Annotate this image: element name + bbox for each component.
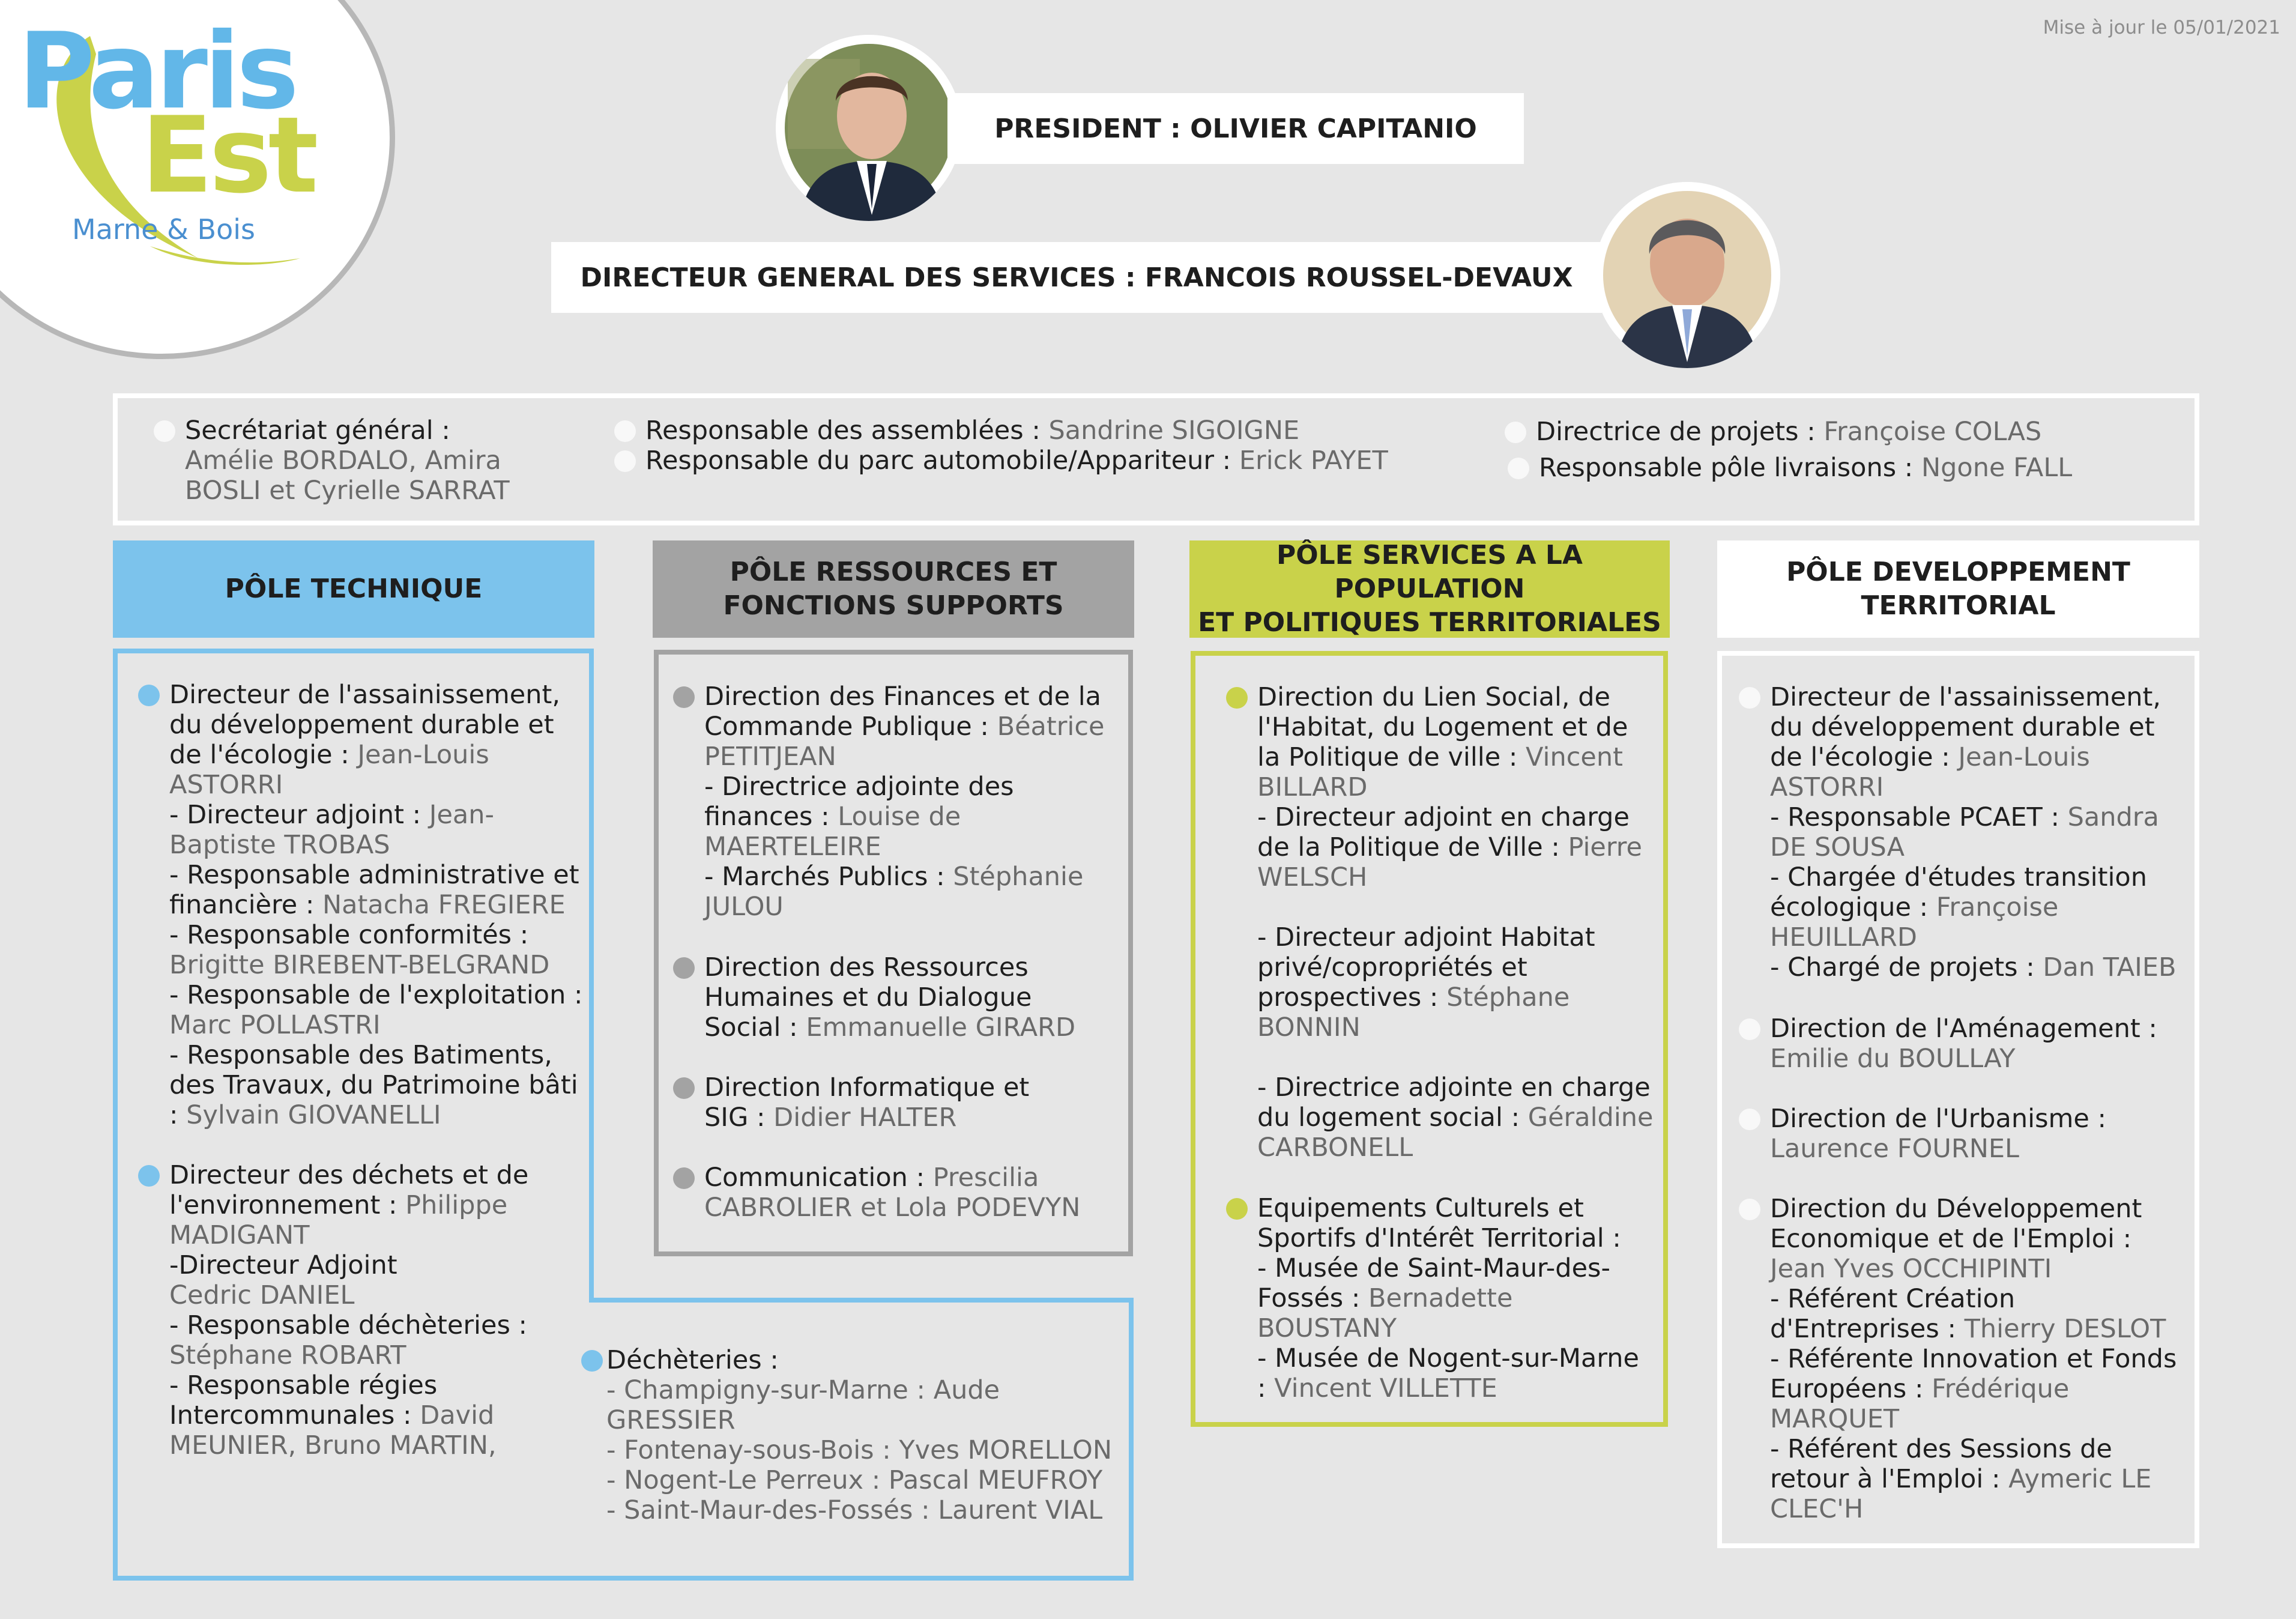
technique-decheteries: Déchèteries : - Champigny-sur-Marne : Aude GRESSIER - Fontenay-sous-Bois : Yves MORELLON - Nogent-Le Perreux : Pascal MEUFROY - Saint-Maur-des-Fossés : Laurent VIAL [606,1345,1129,1525]
staff-livraisons: Responsable pôle livraisons : Ngone FALL [1539,453,2139,483]
technique-dir-dechets: Directeur des déchets et de l'environnement : Philippe MADIGANT -Directeur Adjoint Cedric DANIEL - Responsable déchèteries : Stéphane ROBART - Responsable régies Intercommunales : David MEUNIER, Bruno MARTIN, [169,1160,554,1460]
staff-secretariat: Secrétariat général : Amélie BORDALO, Amira BOSLI et Cyrielle SARRAT [185,416,545,506]
pole-ressources-header: PÔLE RESSOURCES ET FONCTIONS SUPPORTS [653,540,1134,638]
ressources-dir-informatique: Direction Informatique et SIG : Didier HALTER [704,1073,1077,1133]
technique-dir-assainissement: Directeur de l'assainissement, du développement durable et de l'écologie : Jean-Louis ASTORRI - Directeur adjoint : Jean-Baptiste TROBAS - Responsable administrative et financière : Natacha FREGIERE - Responsable conformités : Brigitte BIREBENT-BELGRAND - Responsable de l'exploitation : Marc POLLASTRI - Responsable des Batiments, des Travaux, du Patrimoine bâti : Sylvain GIOVANELLI [169,680,590,1130]
bullet-icon [138,1165,160,1187]
pole-developpement-header: PÔLE DEVELOPPEMENT TERRITORIAL [1717,540,2199,638]
pole-technique-header: PÔLE TECHNIQUE [113,540,594,638]
update-date: Mise à jour le 05/01/2021 [2043,17,2280,38]
staff-parc-auto: Responsable du parc automobile/Appariteur : Erick PAYET [645,446,1486,476]
bullet-icon [1226,1198,1248,1220]
staff-directrice-projets: Directrice de projets : Françoise COLAS [1536,417,2136,447]
bullet-icon [138,685,160,706]
services-equipements: Equipements Culturels et Sportifs d'Intérêt Territorial : - Musée de Saint-Maur-des-Fossés : Bernadette BOUSTANY - Musée de Nogent-sur-Marne : Vincent VILLETTE [1257,1193,1654,1403]
bullet-icon [581,1350,603,1372]
services-dir-lien-social: Direction du Lien Social, de l'Habitat, du Logement et de la Politique de ville : Vincent BILLARD - Directeur adjoint en charge de la Politique de Ville : Pierre WELSCH - Directeur adjoint Habitat privé/copropriétés et prospectives : Stéphane BONNIN - Directrice adjointe en charge du logement social : Géraldine CARBONELL [1257,682,1654,1163]
bullet-icon [1226,687,1248,709]
dgs-label: DIRECTEUR GENERAL DES SERVICES : FRANCOIS ROUSSEL-DEVAUX [580,262,1573,293]
ressources-communication: Communication : Prescilia CABROLIER et Lola PODEVYN [704,1163,1113,1223]
bullet-icon [1739,687,1760,709]
bullet-icon [1739,1109,1760,1130]
pole-services-header: PÔLE SERVICES A LA POPULATION ET POLITIQUES TERRITORIALES [1189,540,1670,638]
bullet-icon [673,1077,695,1099]
president-label: PRESIDENT : OLIVIER CAPITANIO [994,113,1477,144]
dev-dir-assainissement: Directeur de l'assainissement, du développement durable et de l'écologie : Jean-Louis ASTORRI - Responsable PCAET : Sandra DE SOUSA - Chargée d'études transition écologique : Françoise HEUILLARD - Chargé de projets : Dan TAIEB [1770,682,2184,982]
bullet-icon [1739,1018,1760,1040]
staff-assemblees: Responsable des assemblées : Sandrine SIGOIGNE [645,416,1486,446]
ressources-dir-finances: Direction des Finances et de la Commande Publique : Béatrice PETITJEAN - Directrice adjointe des finances : Louise de MAERTELEIRE - Marchés Publics : Stéphanie JULOU [704,682,1113,922]
dev-dir-amenagement: Direction de l'Aménagement : Emilie du BOULLAY [1770,1014,2184,1074]
bullet-icon [673,957,695,979]
ressources-dir-rh: Direction des Ressources Humaines et du Dialogue Social : Emmanuelle GIRARD [704,952,1077,1043]
dev-dir-urbanisme: Direction de l'Urbanisme : Laurence FOURNEL [1770,1104,2184,1164]
logo-est: Est [141,95,315,217]
logo-paris: Paris [18,11,296,133]
bullet-icon [673,686,695,708]
logo-subtitle: Marne & Bois [72,213,255,246]
bullet-icon [1739,1199,1760,1220]
bullet-icon [673,1167,695,1189]
dev-dir-developpement-eco: Direction du Développement Economique et de l'Emploi : Jean Yves OCCHIPINTI - Référent Création d'Entreprises : Thierry DESLOT - Référente Innovation et Fonds Européens : Frédérique MARQUET - Référent des Sessions de retour à l'Emploi : Aymeric LE CLEC'H [1770,1194,2190,1524]
